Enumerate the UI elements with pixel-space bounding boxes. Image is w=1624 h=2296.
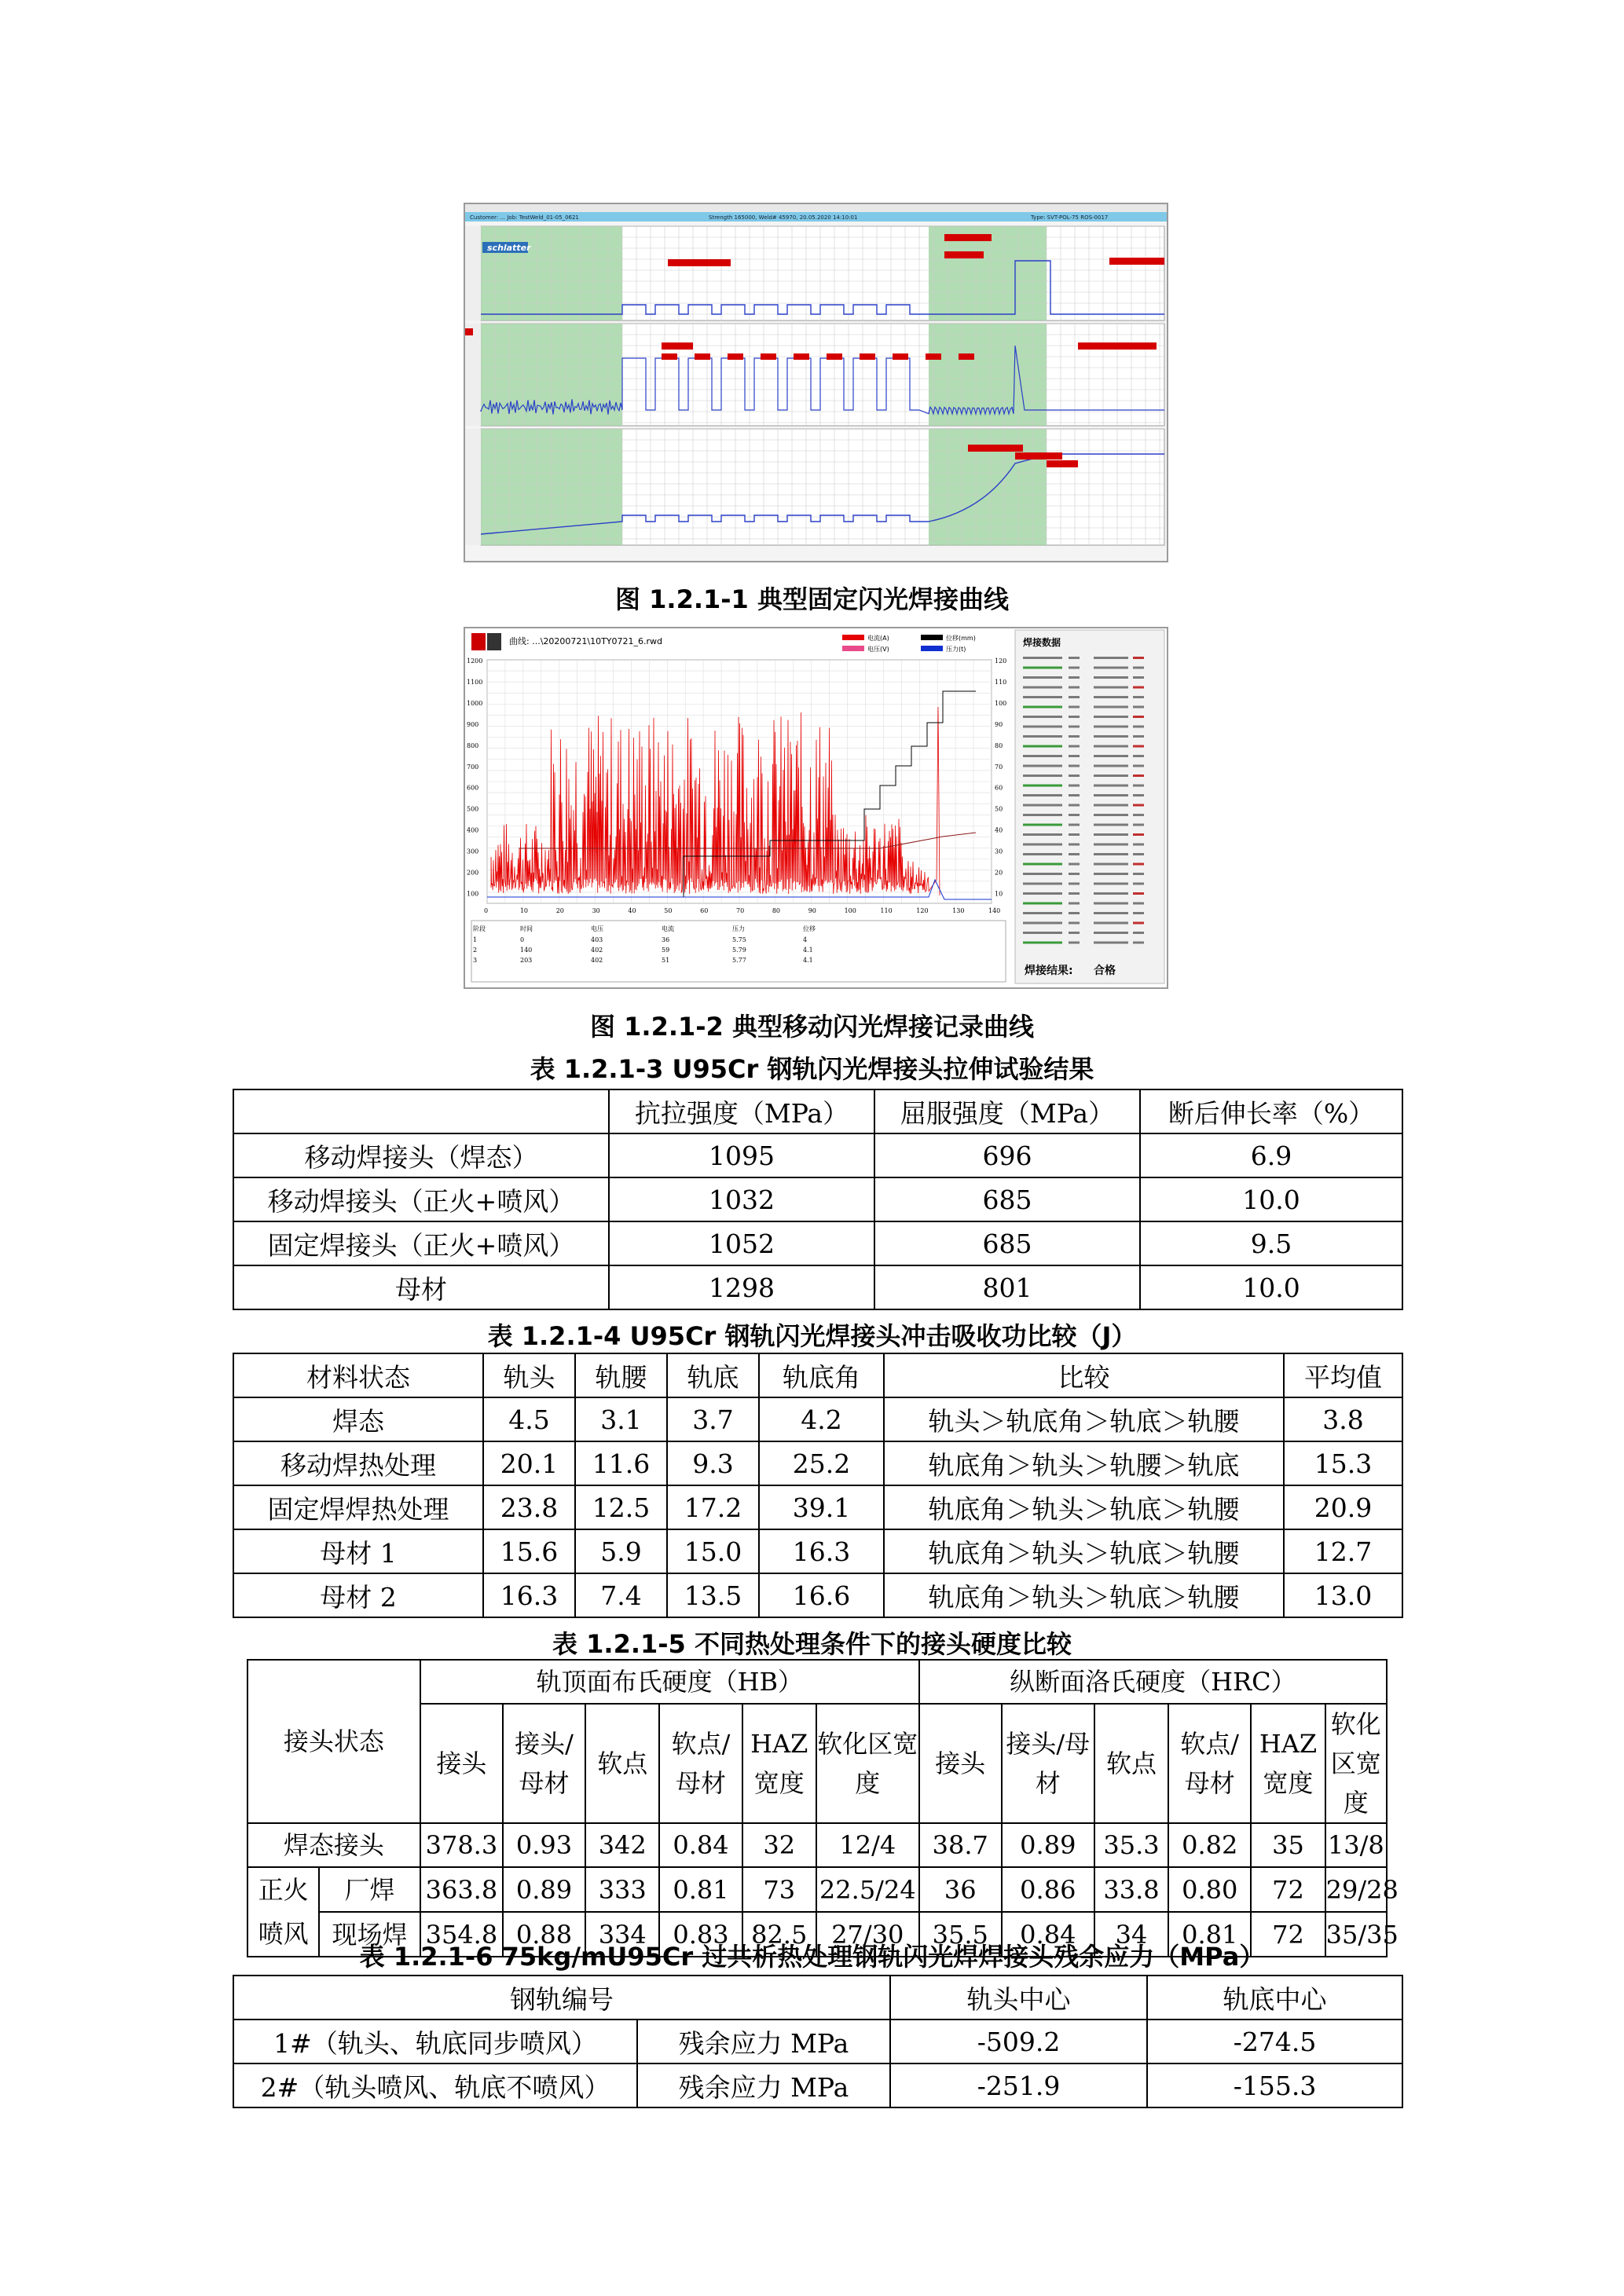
cell: 13.0: [1284, 1573, 1402, 1617]
table6-title: 表 1.2.1-6 75kg/mU95Cr 过共析热处理钢轨闪光焊焊接头残余应力（MPa）: [359, 1942, 1265, 1972]
cell: -509.2: [890, 2020, 1147, 2063]
cell: 轨底角＞轨头＞轨底＞轨腰: [884, 1573, 1284, 1617]
cell: 轨头＞轨底角＞轨底＞轨腰: [884, 1397, 1284, 1441]
cell: 36: [919, 1867, 1002, 1912]
cell: 轨底角＞轨头＞轨腰＞轨底: [884, 1441, 1284, 1485]
cell: 0.82: [1168, 1823, 1251, 1867]
cell: 20.9: [1284, 1485, 1402, 1529]
y-right-tick: 70: [995, 763, 1003, 771]
table-row: [233, 1177, 1402, 1221]
cell: 轨底角＞轨头＞轨底＞轨腰: [884, 1529, 1284, 1573]
fig2-weld-data-panel: [1015, 630, 1164, 983]
cell: 0.89: [1002, 1823, 1094, 1867]
cell: 33.8: [1094, 1867, 1168, 1912]
cell: 13/8: [1325, 1823, 1387, 1867]
cell: 移动焊接头（正火+喷风）: [233, 1177, 609, 1221]
header-cell: 平均值: [1284, 1353, 1402, 1397]
header-cell: 软化区宽度: [1325, 1704, 1387, 1823]
x-tick: 140: [988, 907, 1001, 914]
y-right-tick: 120: [995, 657, 1007, 665]
header-cell: 钢轨编号: [233, 1976, 890, 2020]
cell: 3.1: [575, 1397, 667, 1441]
y-left-tick: 700: [467, 763, 479, 771]
figure-fixed-flash-welding-curve: [464, 203, 1168, 562]
cell: 5.9: [575, 1529, 667, 1573]
cell: 9.3: [667, 1441, 759, 1485]
cell: 固定焊焊热处理: [233, 1485, 483, 1529]
y-left-tick: 1200: [467, 657, 483, 665]
cell: 残余应力 MPa: [637, 2020, 890, 2063]
cell: 0.88: [503, 1912, 585, 1957]
x-tick: 100: [844, 907, 856, 914]
header-cell: HAZ宽度: [742, 1704, 816, 1823]
cell: 1095: [609, 1133, 874, 1177]
header-cell: 轨头中心: [890, 1976, 1147, 2020]
x-tick: 20: [555, 907, 564, 914]
header-cell: 轨底角: [759, 1353, 884, 1397]
stage-table-cell: 3: [473, 957, 478, 964]
cell: 3.7: [667, 1397, 759, 1441]
stage-table-header: 时间: [520, 925, 533, 932]
table-header-row: [233, 1976, 1402, 2020]
x-tick: 10: [519, 907, 529, 914]
stage-table-header: 位移: [803, 925, 816, 932]
y-right-tick: 30: [995, 848, 1003, 855]
header-cell: 接头: [420, 1704, 503, 1823]
y-left-tick: 100: [467, 890, 479, 898]
x-tick: 120: [916, 907, 929, 914]
header-cell: [233, 1089, 609, 1133]
y-left-tick: 1000: [467, 699, 483, 707]
table4-title: 表 1.2.1-4 U95Cr 钢轨闪光焊接头冲击吸收功比较（J）: [487, 1321, 1137, 1351]
cell: 685: [874, 1221, 1140, 1265]
cell: 696: [874, 1133, 1140, 1177]
cell: 6.9: [1140, 1133, 1402, 1177]
header-cell: 材料状态: [233, 1353, 483, 1397]
stage-table-header: 电流: [662, 925, 674, 932]
stage-table-cell: 402: [591, 947, 603, 954]
cell: 1032: [609, 1177, 874, 1221]
group-header-hb: 轨顶面布氏硬度（HB）: [420, 1660, 919, 1704]
cell: 0.83: [659, 1912, 742, 1957]
y-right-tick: 90: [995, 720, 1003, 728]
stage-table-cell: 4.1: [803, 947, 813, 954]
header-cell: HAZ宽度: [1251, 1704, 1325, 1823]
table-header-row: [247, 1660, 1387, 1704]
y-left-tick: 400: [467, 826, 479, 834]
header-cell: 断后伸长率（%）: [1140, 1089, 1402, 1133]
panel-title: 焊接数据: [1023, 637, 1061, 648]
cell: 35.3: [1094, 1823, 1168, 1867]
y-right-tick: 80: [995, 742, 1003, 749]
y-right-tick: 40: [995, 826, 1003, 834]
cell: 母材: [233, 1265, 609, 1309]
figure1-caption: 图 1.2.1-1 典型固定闪光焊接曲线: [615, 584, 1009, 614]
legend-pressure: 压力(t): [946, 646, 966, 653]
y-right-tick: 100: [995, 699, 1007, 707]
fig1-header-mid: Strength 165000, Weld# 45970, 20.05.2020 14:10:01: [709, 214, 858, 221]
legend-voltage: 电压(V): [867, 646, 889, 653]
group-state-cell: 正火喷风: [247, 1867, 319, 1957]
table-row: [247, 1867, 1387, 1912]
table-row: [233, 1529, 1402, 1573]
cell: 0.80: [1168, 1867, 1251, 1912]
stage-table-cell: 36: [662, 936, 670, 943]
stage-table-cell: 4.1: [803, 957, 813, 964]
cell: 12.7: [1284, 1529, 1402, 1573]
cell: 29/28: [1325, 1867, 1387, 1912]
cell: 15.3: [1284, 1441, 1402, 1485]
table-row: [233, 1397, 1402, 1441]
tensile-test-table: [233, 1089, 1403, 1310]
y-right-tick: 60: [995, 784, 1003, 792]
y-right-tick: 50: [995, 805, 1003, 813]
cell: 12.5: [575, 1485, 667, 1529]
result-label: 焊接结果:: [1025, 965, 1073, 977]
stage-table-cell: 402: [591, 957, 603, 964]
table-row: [233, 1221, 1402, 1265]
cell: 轨底角＞轨头＞轨底＞轨腰: [884, 1485, 1284, 1529]
cell: 母材 2: [233, 1573, 483, 1617]
stage-table-cell: 0: [520, 936, 525, 943]
x-tick: 40: [628, 907, 636, 914]
cell: 0.89: [503, 1867, 585, 1912]
cell: 厂焊: [319, 1867, 420, 1912]
cell: 685: [874, 1177, 1140, 1221]
result-value: 合格: [1094, 965, 1116, 977]
table-row: [233, 1485, 1402, 1529]
table-row: [233, 1133, 1402, 1177]
cell: 35: [1251, 1823, 1325, 1867]
stage-table-cell: 1: [473, 936, 478, 943]
cell: 20.1: [483, 1441, 575, 1485]
cell: 363.8: [420, 1867, 503, 1912]
cell: 移动焊热处理: [233, 1441, 483, 1485]
cell: 1052: [609, 1221, 874, 1265]
impact-energy-table: [233, 1353, 1403, 1618]
figure2-caption: 图 1.2.1-2 典型移动闪光焊接记录曲线: [590, 1012, 1034, 1042]
cell: 72: [1251, 1867, 1325, 1912]
fig2-stage-table: [471, 921, 1006, 982]
hardness-table: [247, 1659, 1399, 1957]
cell: 10.0: [1140, 1177, 1402, 1221]
header-cell: 软点/母材: [659, 1704, 742, 1823]
table-header-row: [233, 1089, 1402, 1133]
y-left-tick: 500: [467, 805, 479, 813]
table-row: [247, 1823, 1387, 1867]
cell: 3.8: [1284, 1397, 1402, 1441]
legend-displacement: 位移(mm): [946, 635, 976, 642]
cell: 12/4: [816, 1823, 919, 1867]
legend-current: 电流(A): [867, 635, 889, 642]
cell: 4.2: [759, 1397, 884, 1441]
cell: 23.8: [483, 1485, 575, 1529]
x-tick: 110: [880, 907, 893, 914]
x-tick: 90: [808, 907, 816, 914]
cell: 333: [585, 1867, 659, 1912]
cell: 母材 1: [233, 1529, 483, 1573]
group-header-hrc: 纵断面洛氏硬度（HRC）: [919, 1660, 1387, 1704]
fig1-logo: schlatter: [487, 243, 531, 253]
stage-table-cell: 140: [520, 947, 533, 954]
stage-table-header: 阶段: [473, 925, 486, 932]
header-cell: 软点: [585, 1704, 659, 1823]
cell: 334: [585, 1912, 659, 1957]
cell: 73: [742, 1867, 816, 1912]
cell: 35.5: [919, 1912, 1002, 1957]
cell: 16.3: [483, 1573, 575, 1617]
cell: 9.5: [1140, 1221, 1402, 1265]
cell: -155.3: [1147, 2063, 1402, 2107]
cell: 0.84: [1002, 1912, 1094, 1957]
cell: 0.93: [503, 1823, 585, 1867]
x-tick: 50: [664, 907, 673, 914]
cell: -251.9: [890, 2063, 1147, 2107]
cell: 11.6: [575, 1441, 667, 1485]
cell: 16.6: [759, 1573, 884, 1617]
header-cell: 轨腰: [575, 1353, 667, 1397]
cell: 25.2: [759, 1441, 884, 1485]
cell: 72: [1251, 1912, 1325, 1957]
cell: 35/35: [1325, 1912, 1387, 1957]
y-right-tick: 10: [995, 890, 1003, 898]
cell: 固定焊接头（正火+喷风）: [233, 1221, 609, 1265]
cell: 342: [585, 1823, 659, 1867]
cell: 34: [1094, 1912, 1168, 1957]
header-cell: 比较: [884, 1353, 1284, 1397]
cell: 焊态: [233, 1397, 483, 1441]
header-cell: 抗拉强度（MPa）: [609, 1089, 874, 1133]
x-tick: 80: [772, 907, 781, 914]
table-row: [233, 1265, 1402, 1309]
table-row: [233, 1441, 1402, 1485]
table-header-row: [233, 1353, 1402, 1397]
cell: 10.0: [1140, 1265, 1402, 1309]
table3-title: 表 1.2.1-3 U95Cr 钢轨闪光焊接头拉伸试验结果: [530, 1054, 1094, 1084]
figure-mobile-flash-welding-record: [464, 627, 1168, 989]
cell: 82.5: [742, 1912, 816, 1957]
fig2-title: 曲线: ...\20200721\10TY0721_6.rwd: [509, 636, 663, 646]
header-cell: 轨头: [483, 1353, 575, 1397]
stage-table-cell: 2: [473, 947, 478, 954]
stage-table-cell: 203: [520, 957, 533, 964]
y-left-tick: 300: [467, 848, 479, 855]
header-cell: 接头/母材: [1002, 1704, 1094, 1823]
cell: 焊态接头: [247, 1823, 420, 1867]
header-cell: 接头: [919, 1704, 1002, 1823]
header-cell: 轨底中心: [1147, 1976, 1402, 2020]
y-left-tick: 200: [467, 869, 479, 877]
cell: 残余应力 MPa: [637, 2063, 890, 2107]
residual-stress-table: [233, 1975, 1403, 2108]
fig1-header-left: Customer: ... Job: TestWeld_01-05_0621: [470, 214, 579, 221]
state-header: 接头状态: [247, 1660, 420, 1823]
cell: 27/30: [816, 1912, 919, 1957]
cell: 13.5: [667, 1573, 759, 1617]
cell: 32: [742, 1823, 816, 1867]
stage-table-cell: 59: [662, 947, 670, 954]
y-left-tick: 800: [467, 742, 479, 749]
y-right-tick: 110: [995, 678, 1007, 686]
stage-table-header: 压力: [732, 925, 745, 932]
stage-table-cell: 5.77: [732, 957, 746, 964]
stage-table-header: 电压: [591, 925, 603, 932]
stage-table-cell: 5.79: [732, 947, 746, 954]
cell: 1298: [609, 1265, 874, 1309]
cell: 7.4: [575, 1573, 667, 1617]
x-tick: 60: [700, 907, 709, 914]
header-cell: 轨底: [667, 1353, 759, 1397]
x-tick: 0: [484, 907, 489, 914]
stage-table-cell: 51: [662, 957, 670, 964]
cell: 0.84: [659, 1823, 742, 1867]
table5-title: 表 1.2.1-5 不同热处理条件下的接头硬度比较: [552, 1629, 1072, 1659]
cell: 38.7: [919, 1823, 1002, 1867]
cell: 4.5: [483, 1397, 575, 1441]
header-cell: 软点/母材: [1168, 1704, 1251, 1823]
stage-table-cell: 5.75: [732, 936, 746, 943]
header-cell: 软点: [1094, 1704, 1168, 1823]
cell: 16.3: [759, 1529, 884, 1573]
table-row: [233, 2020, 1402, 2063]
fig1-chart: [465, 204, 1167, 561]
header-cell: 屈服强度（MPa）: [874, 1089, 1140, 1133]
cell: 0.81: [659, 1867, 742, 1912]
y-left-tick: 600: [467, 784, 479, 792]
x-tick: 70: [736, 907, 745, 914]
y-left-tick: 900: [467, 720, 479, 728]
table-row: [233, 2063, 1402, 2107]
y-left-tick: 1100: [467, 678, 483, 686]
cell: 378.3: [420, 1823, 503, 1867]
stage-table-cell: 403: [591, 936, 603, 943]
x-tick: 130: [952, 907, 965, 914]
cell: 现场焊: [319, 1912, 420, 1957]
header-cell: 软化区宽度: [816, 1704, 919, 1823]
cell: 15.0: [667, 1529, 759, 1573]
cell: 移动焊接头（焊态）: [233, 1133, 609, 1177]
cell: -274.5: [1147, 2020, 1402, 2063]
fig2-chart: [465, 628, 1167, 987]
x-tick: 30: [592, 907, 600, 914]
cell: 0.86: [1002, 1867, 1094, 1912]
cell: 15.6: [483, 1529, 575, 1573]
cell: 2#（轨头喷风、轨底不喷风）: [233, 2063, 637, 2107]
cell: 0.81: [1168, 1912, 1251, 1957]
cell: 354.8: [420, 1912, 503, 1957]
header-cell: 接头/母材: [503, 1704, 585, 1823]
cell: 1#（轨头、轨底同步喷风）: [233, 2020, 637, 2063]
stage-table-cell: 4: [803, 936, 808, 943]
cell: 17.2: [667, 1485, 759, 1529]
table-row: [233, 1573, 1402, 1617]
cell: 22.5/24: [816, 1867, 919, 1912]
cell: 801: [874, 1265, 1140, 1309]
cell: 39.1: [759, 1485, 884, 1529]
y-right-tick: 20: [995, 869, 1003, 877]
fig1-header-right: Type: SVT-POL-75 ROS-0017: [1031, 214, 1109, 221]
